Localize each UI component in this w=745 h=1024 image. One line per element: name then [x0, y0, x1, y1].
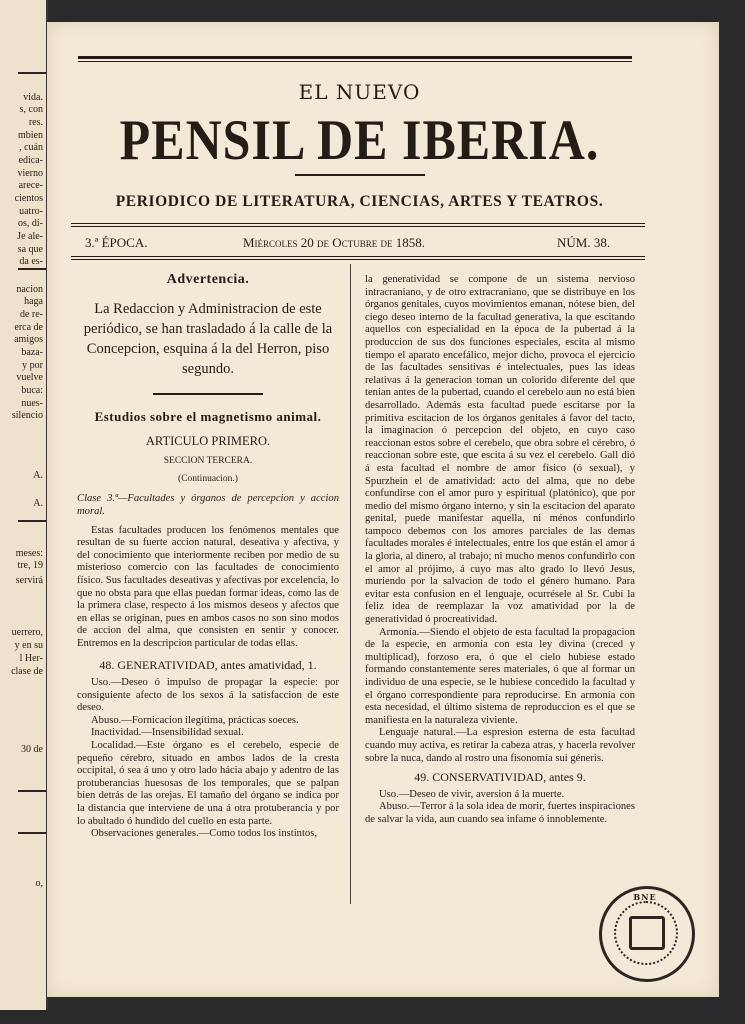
- localidad-text: Localidad.—Este órgano es el cerebelo, especie de pequeño cérebro, situado en ambos lados de la cresta occipital, ó sea á uno y otro lado hácia abajo y adentro de las protuberancias huesosas de los temporales, que se palpan bien detrás de las orejas. El tamaño del órgano se indica por la distancia que interviene de una á otra protuberancia y por lo abultado ó hundido del cuello en esta parte.: [77, 740, 339, 827]
- prev-page-line: da es-: [19, 256, 43, 267]
- newspaper-subtitle: PERIODICO DE LITERATURA, CIENCIAS, ARTES Y TEATROS.: [115, 193, 604, 210]
- abuso-text: Abuso.—Terror á la sola idea de morir, fuertes inspiraciones de salvar la vida, aun cuando sea infame ó innoblemente.: [365, 801, 635, 825]
- uso-text: Uso.—Deseo de vivir, aversion á la muerte.: [379, 788, 565, 800]
- prev-page-line: uerrero,: [11, 627, 43, 638]
- paragraph: Estas facultades producen los fenómenos mentales que resultan de su fuerte accion natural, deseativa y afectiva, y del conocimiento que interiormente reciben por medio de su misterioso comercio con las facultades de conocimiento físico. Sus facultades deseativas y afectivas por excelencia, lo que no obsta para que ellas puedan formar ideas, como las de la primera clase, respecto á los mismos deseos y afectos que en ellas se originan, pues en ambos casos no son sino modos de accion del alma, que consisten en sentir y conocer. Entremos en la descripcion particular de todas ellas.: [77, 524, 339, 649]
- rule: [71, 223, 645, 224]
- paragraph: la generatividad se compone de un sistema nervioso intracraniano, y de otro extracraniano, que se distribuye en los órganos genitales, cuyos movimientos emanan, nótese bien, del ciego deseo interno de la facultad generativa, la que escitando aquellos con especialidad en la época de la pubertad á la produccion de sus dos funciones especiales, escita al mismo tiempo el aparato encefálico, mejor dicho, provoca el ejercicio de las facultades sensitivas é intelectuales, pues las ideas relativas á la generacion toman un colorido diferente del que tenian antes de la pubertad, cuando el cerebelo aun no está bien desarrollado. Además esta facultad puede escitarse por la primitiva escitacion de los órganos genitales á favor del tacto, la imaginacion ó percepcion del objeto, en cuyo caso reaccionan estos sobre el cerebelo, que obra sobre el cérebro, ó reaccionan sobre este, que escita á su vez el cerebelo. Gall dió á esta facultad el nombre de amor físico (ó sexual), y Spurzhein el de amatividad: acto del alma, que no debe confundirse con el amor puro y espiritual (platónico), que por medio del mismo órgano interno, y sin la escitacion del aparato genital, puede manifestar aquella, ni ménos confundirlo tampoco debemos con los amores parciales de las demas facultades morales é intelectuales, entre los que están el amor á la gloria, al dinero, al trabajo; ni mucho menos confundirlo con el amor al prójimo, á cuyo mas alto grado lo llevó Jesus, muriendo por la salvacion de todo el género humano. Para evitar esta confusion en el lenguaje, ocurrésele al Sr. Cubí la feliz idea de reemplazar la voz amatividad por la de generatividad ó procreatividad.: [365, 274, 635, 626]
- continuation-label: (Continuacion.): [178, 473, 238, 484]
- item-49-heading: 49. CONSERVATIVIDAD, antes 9.: [414, 770, 586, 785]
- prev-page-line: A.: [33, 470, 43, 481]
- stamp-text: BNE: [633, 892, 657, 902]
- prev-page-line: 30 de: [21, 744, 43, 755]
- prev-page-line: clase de: [11, 666, 43, 677]
- article-heading: ARTICULO PRIMERO.: [145, 433, 271, 448]
- prev-page-line: edica-: [18, 155, 43, 166]
- prev-page-line: Je ale-: [17, 231, 43, 242]
- prev-page-line: haga: [24, 296, 43, 307]
- issue-number: NÚM. 38.: [557, 235, 611, 250]
- prev-page-rule: [18, 520, 46, 522]
- item-48-heading: 48. GENERATIVIDAD, antes amatividad, 1.: [99, 657, 317, 672]
- prev-page-line: , cuán: [19, 142, 43, 153]
- issue-epoch: 3.ª ÉPOCA.: [85, 235, 148, 250]
- title-ornament: [295, 174, 425, 176]
- class-heading: Clase 3.ª—Facultades y órganos de percepcion y accion moral.: [77, 493, 339, 517]
- library-stamp-emblem: [629, 916, 665, 950]
- rule: [71, 226, 645, 227]
- prev-page-line: nacion: [16, 284, 43, 295]
- abuso-text: Abuso.—Fornicacion ilegítima, prácticas soeces.: [91, 714, 299, 726]
- prev-page-line: vuelve: [16, 372, 43, 383]
- prev-page-line: vida.: [23, 92, 43, 103]
- prev-page-line: buca:: [21, 385, 43, 396]
- rule: [71, 259, 645, 260]
- ornament-divider: [153, 393, 263, 395]
- right-column: [365, 274, 635, 827]
- prev-page-line: l Her-: [19, 653, 43, 664]
- column-divider: [350, 264, 351, 904]
- pre-title: EL NUEVO: [298, 80, 421, 104]
- prev-page-line: A.: [33, 498, 43, 509]
- prev-page-line: tre, 19: [17, 560, 43, 571]
- prev-page-rule: [18, 268, 46, 270]
- prev-page-line: sa que: [17, 244, 43, 255]
- rule: [71, 256, 645, 257]
- prev-page-line: cientos: [14, 193, 43, 204]
- notice-heading: Advertencia.: [166, 272, 250, 287]
- previous-page-edge: [0, 0, 48, 1010]
- uso-text: Uso.—Deseo ó impulso de propagar la especie: por consiguiente afecto de los sexos á la satisfaccion de este deseo.: [77, 677, 339, 714]
- prev-page-line: nues-: [21, 398, 43, 409]
- prev-page-line: erca de: [14, 322, 43, 333]
- notice-text: La Redaccion y Administracion de este periódico, se han trasladado á la calle de la Concepcion, esquina á la del Herron, piso segundo.: [83, 300, 333, 377]
- newspaper-title: PENSIL DE IBERIA.: [119, 107, 600, 172]
- prev-page-line: y por: [22, 360, 43, 371]
- lenguaje-text: Lenguaje natural.—La espresion esterna de esta facultad cuando muy activa, es retirar la cabeza atras, y hacerla revolver sobre la nuca, dando al rostro una fisonomía sui géneris.: [365, 727, 635, 764]
- prev-page-rule: [18, 790, 46, 792]
- prev-page-rule: [18, 832, 46, 834]
- top-rule-thin: [78, 61, 632, 62]
- prev-page-line: mbien: [18, 130, 43, 141]
- armonia-text: Armonía.—Siendo el objeto de esta facultad la propagacion de la especie, en armonía con esta ley divina (creced y multiplicad), forzoso era, ó que el cielo hubiese estado formando constantemente seres materiales, ó que al formar un individuo de una especie, se le hubiese concedido la facultad y el órgano correspondiente para reproducirse. En armonía con esta necesidad, el último sistema de reproduccion es el que se manifiesta en la naturaleza viviente.: [365, 626, 635, 726]
- prev-page-line: os, di-: [18, 218, 43, 229]
- prev-page-line: o,: [35, 878, 43, 889]
- issue-date: Miércoles 20 de Octubre de 1858.: [243, 235, 425, 250]
- observaciones-text: Observaciones generales.—Como todos los instintos,: [91, 828, 317, 840]
- prev-page-line: res.: [28, 117, 43, 128]
- prev-page-line: uatro-: [19, 206, 43, 217]
- newspaper-page: [47, 22, 719, 997]
- section-heading: SECCION TERCERA.: [163, 456, 253, 467]
- prev-page-line: meses:: [15, 548, 43, 559]
- prev-page-rule: [18, 72, 46, 74]
- left-column: [77, 274, 339, 841]
- prev-page-line: vierno: [17, 168, 43, 179]
- prev-page-line: servirá: [15, 575, 43, 586]
- prev-page-line: baza-: [21, 347, 43, 358]
- prev-page-line: arece-: [18, 180, 43, 191]
- top-rule: [78, 56, 632, 59]
- prev-page-line: s, con: [19, 104, 43, 115]
- prev-page-line: de re-: [19, 309, 43, 320]
- section-title: Estudios sobre el magnetismo animal.: [94, 408, 322, 424]
- inactividad-text: Inactividad.—Insensibilidad sexual.: [91, 727, 244, 739]
- prev-page-line: amigos: [14, 334, 43, 345]
- prev-page-line: silencio: [11, 410, 43, 421]
- prev-page-line: y en su: [14, 640, 43, 651]
